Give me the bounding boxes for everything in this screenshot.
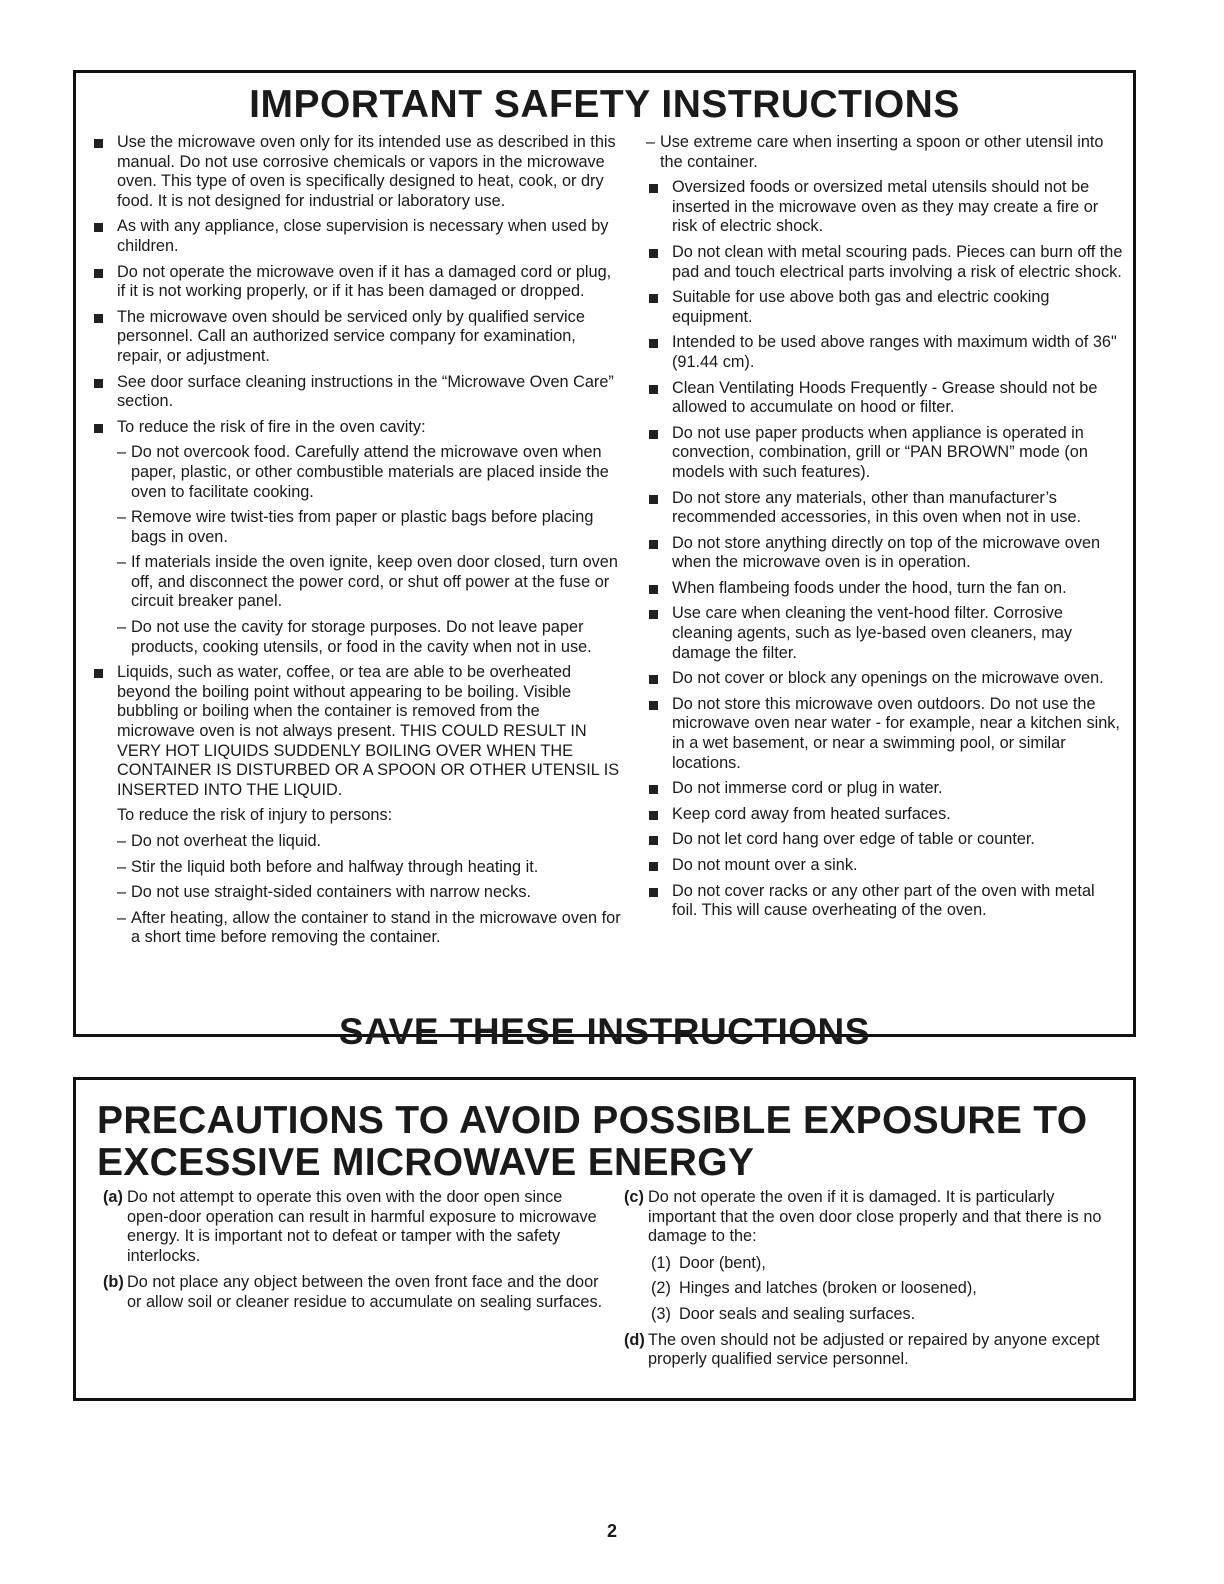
bullet-icon (94, 379, 103, 388)
dash-mark: – (117, 883, 127, 902)
bullet-icon (649, 249, 658, 258)
sub-list-item: – After heating, allow the container to stand in the microwave oven for a short time before removing the container. (117, 908, 621, 947)
dash-mark: – (117, 553, 127, 572)
numbered-item: (2) Hinges and latches (broken or loosened), (651, 1279, 977, 1298)
bullet-icon (649, 836, 658, 845)
bullet-icon (94, 139, 103, 148)
bullet-icon (649, 862, 658, 871)
item-letter: (a) (103, 1188, 123, 1206)
precautions-title-line1: PRECAUTIONS TO AVOID POSSIBLE EXPOSURE TO (97, 1099, 1088, 1142)
sub-list-item: – Use extreme care when inserting a spoon or other utensil into the container. (646, 133, 1104, 171)
sub-list-item: – Do not use the cavity for storage purposes. Do not leave paper products, cooking utensils, or food in the cavity when not in use. (117, 618, 592, 656)
list-item: Do not store any materials, other than manufacturer’s recommended accessories, in this oven when not in use. (646, 489, 1124, 528)
list-item: Do not store this microwave oven outdoors. Do not use the microwave oven near water - for example, near a kitchen sink, in a wet basement, or near a swimming pool, or similar locations. (646, 695, 1124, 773)
numbered-item: (3) Door seals and sealing surfaces. (651, 1304, 916, 1323)
bullet-icon (94, 223, 103, 232)
precautions-title-line2: EXCESSIVE MICROWAVE ENERGY (97, 1141, 755, 1184)
bullet-icon (649, 888, 658, 897)
sub-list-item: – Remove wire twist-ties from paper or plastic bags before placing bags in oven. (117, 508, 594, 546)
item-number: (1) (651, 1253, 671, 1272)
list-item: The microwave oven should be serviced only by qualified service personnel. Call an authorized service company for examination, repair, or adjustment. (91, 308, 621, 367)
bullet-icon (649, 675, 658, 684)
list-item: Clean Ventilating Hoods Frequently - Grease should not be allowed to accumulate on hood or filter. (646, 379, 1124, 418)
item-letter: (b) (103, 1273, 124, 1292)
paragraph: To reduce the risk of injury to persons: (117, 806, 393, 825)
safety-title: IMPORTANT SAFETY INSTRUCTIONS (249, 83, 960, 126)
list-item: Do not use paper products when appliance is operated in convection, combination, grill or “PAN BROWN” mode (on models with such features). (646, 424, 1124, 483)
dash-mark: – (117, 508, 127, 527)
item-number: (2) (651, 1279, 671, 1298)
sub-list-item: – Do not overheat the liquid. (117, 832, 322, 850)
list-item: (a) Do not attempt to operate this oven with the door open since open-door operation can result in harmful exposure to microwave energy. It is important not to defeat or tamper with the safety interlocks. (103, 1188, 597, 1265)
page-number: 2 (606, 1521, 617, 1541)
list-item: Liquids, such as water, coffee, or tea are able to be overheated beyond the boiling point without appearing to be boiling. Visible bubbling or boiling when the container is removed from the microwave oven is not always present. THIS COULD RESULT IN VERY HOT LIQUIDS SUDDENLY BOILING OVER WHEN THE CONTAINER IS DISTURBED OR A SPOON OR OTHER UTENSIL IS INSERTED INTO THE LIQUID. (91, 663, 621, 800)
sub-list-item: – If materials inside the oven ignite, keep oven door closed, turn oven off, and disconnect the power cord, or shut off power at the fuse or circuit breaker panel. (117, 553, 618, 611)
bullet-icon (649, 585, 658, 594)
list-item: Do not operate the microwave oven if it has a damaged cord or plug, if it is not working properly, or if it has been damaged or dropped. (91, 263, 621, 302)
safety-right-column (646, 133, 1124, 921)
bullet-icon (649, 811, 658, 820)
bullet-icon (649, 430, 658, 439)
safety-left-column (91, 133, 621, 948)
dash-mark: – (117, 618, 127, 637)
bullet-icon (94, 669, 103, 678)
list-item: Use the microwave oven only for its intended use as described in this manual. Do not use corrosive chemicals or vapors in the microwave oven. This type of oven is specifically designed to heat, cook, or dry food. It is not designed for industrial or laboratory use. (91, 133, 621, 211)
list-item: Do not store anything directly on top of the microwave oven when the microwave oven is in operation. (646, 534, 1124, 573)
list-item: To reduce the risk of fire in the oven cavity: (91, 418, 621, 438)
item-number: (3) (651, 1304, 671, 1323)
sub-list-item: – Stir the liquid both before and halfway through heating it. (117, 857, 539, 876)
list-item: (c) Do not operate the oven if it is damaged. It is particularly important that the oven door close properly and that there is no damage to the: (624, 1188, 1102, 1246)
dash-mark: – (117, 832, 127, 850)
sub-list-item: – Do not use straight-sided containers with narrow necks. (117, 883, 531, 902)
list-item: Do not clean with metal scouring pads. Pieces can burn off the pad and touch electrical parts involving a risk of electric shock. (646, 243, 1124, 282)
list-item: Do not mount over a sink. (646, 856, 1124, 876)
bullet-icon (649, 701, 658, 710)
precautions-right-column (624, 1188, 1124, 1377)
list-item: (d) The oven should not be adjusted or repaired by anyone except properly qualified service personnel. (624, 1330, 1100, 1369)
bullet-icon (649, 339, 658, 348)
sub-list-item: – Do not overcook food. Carefully attend the microwave oven when paper, plastic, or other combustible materials are placed inside the oven to facilitate cooking. (117, 443, 609, 501)
bullet-icon (649, 540, 658, 549)
dash-mark: – (117, 443, 127, 462)
list-item: Do not cover racks or any other part of the oven with metal foil. This will cause overheating of the oven. (646, 882, 1124, 921)
list-item: As with any appliance, close supervision is necessary when used by children. (91, 217, 621, 256)
list-item: See door surface cleaning instructions in the “Microwave Oven Care” section. (91, 373, 621, 412)
precautions-box (73, 1077, 1136, 1401)
dash-mark: – (646, 133, 656, 151)
list-item: Keep cord away from heated surfaces. (646, 805, 1124, 825)
numbered-item: (1) Door (bent), (651, 1253, 766, 1272)
bullet-icon (94, 314, 103, 323)
bullet-icon (649, 184, 658, 193)
list-item: Do not let cord hang over edge of table or counter. (646, 830, 1124, 850)
bullet-icon (649, 785, 658, 794)
list-item: Do not cover or block any openings on the microwave oven. (646, 669, 1124, 689)
precautions-left-column (103, 1188, 603, 1320)
bullet-icon (649, 294, 658, 303)
bullet-icon (94, 269, 103, 278)
dash-mark: – (117, 857, 127, 876)
list-item: Oversized foods or oversized metal utensils should not be inserted in the microwave oven as they may create a fire or risk of electric shock. (646, 178, 1124, 237)
item-letter: (c) (624, 1188, 644, 1206)
bullet-icon (649, 385, 658, 394)
list-item: When flambeing foods under the hood, turn the fan on. (646, 579, 1124, 599)
list-item: Do not immerse cord or plug in water. (646, 779, 1124, 799)
dash-mark: – (117, 908, 127, 927)
list-item: Suitable for use above both gas and electric cooking equipment. (646, 288, 1124, 327)
safety-instructions-box (73, 70, 1136, 1052)
list-item: (b) Do not place any object between the oven front face and the door or allow soil or cleaner residue to accumulate on sealing surfaces. (103, 1273, 603, 1311)
bullet-icon (649, 610, 658, 619)
list-item: Use care when cleaning the vent-hood filter. Corrosive cleaning agents, such as lye-based oven cleaners, may damage the filter. (646, 604, 1124, 663)
list-item: Intended to be used above ranges with maximum width of 36" (91.44 cm). (646, 333, 1124, 372)
bullet-icon (649, 495, 658, 504)
precautions-title (97, 1100, 1117, 1184)
bullet-icon (94, 424, 103, 433)
item-letter: (d) (624, 1330, 645, 1349)
save-instructions-title: SAVE THESE INSTRUCTIONS (339, 1011, 870, 1052)
